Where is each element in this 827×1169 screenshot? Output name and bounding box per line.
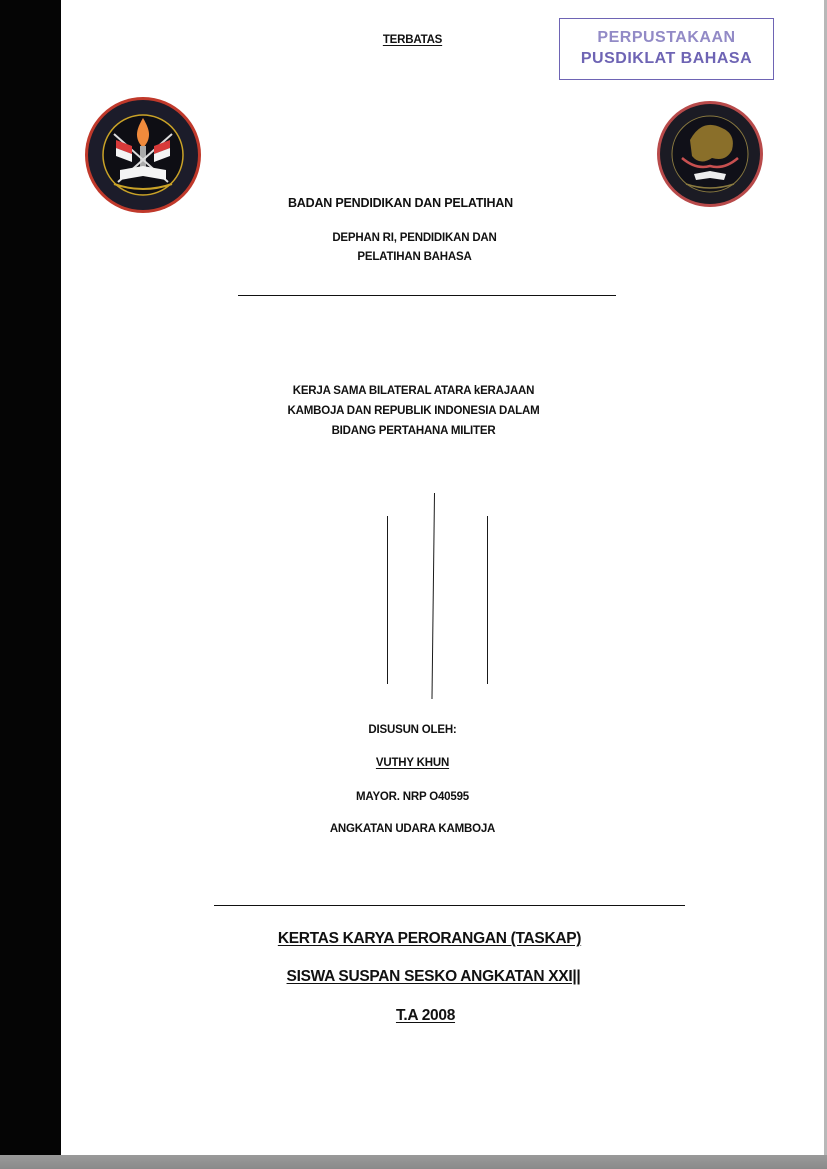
library-stamp xyxy=(559,18,774,80)
author-name: VUTHY KHUN xyxy=(375,757,450,769)
decorative-vertical-line-center xyxy=(431,493,435,699)
stamp-line-2: PUSDIKLAT BAHASA xyxy=(580,50,753,67)
author-rank: MAYOR. NRP O40595 xyxy=(356,791,469,803)
decorative-vertical-line-left xyxy=(387,516,388,684)
course-name: SISWA SUSPAN SESKO ANGKATAN XXI|| xyxy=(286,968,581,985)
thesis-title-line-1: KERJA SAMA BILATERAL ATARA kERAJAAN xyxy=(292,385,535,397)
decorative-vertical-line-right xyxy=(487,516,488,684)
scanner-bottom-strip xyxy=(0,1155,827,1169)
thesis-title-line-2: KAMBOJA DAN REPUBLIK INDONESIA DALAM xyxy=(287,405,540,417)
author-unit: ANGKATAN UDARA KAMBOJA xyxy=(329,823,496,835)
header-divider xyxy=(238,295,616,296)
thesis-title-line-3: BIDANG PERTAHANA MILITER xyxy=(331,425,496,437)
institution-subtitle-1: DEPHAN RI, PENDIDIKAN DAN xyxy=(332,232,497,244)
institution-title: BADAN PENDIDIKAN DAN PELATIHAN xyxy=(287,196,514,210)
author-label: DISUSUN OLEH: xyxy=(368,724,457,736)
classification-label: TERBATAS xyxy=(382,34,443,46)
document-type: KERTAS KARYA PERORANGAN (TASKAP) xyxy=(277,930,582,947)
stamp-line-1: PERPUSTAKAAN xyxy=(597,29,736,46)
institution-subtitle-2: PELATIHAN BAHASA xyxy=(357,251,472,263)
footer-divider xyxy=(214,905,685,906)
cambodia-emblem-icon xyxy=(656,100,764,208)
academic-year: T.A 2008 xyxy=(395,1007,456,1024)
